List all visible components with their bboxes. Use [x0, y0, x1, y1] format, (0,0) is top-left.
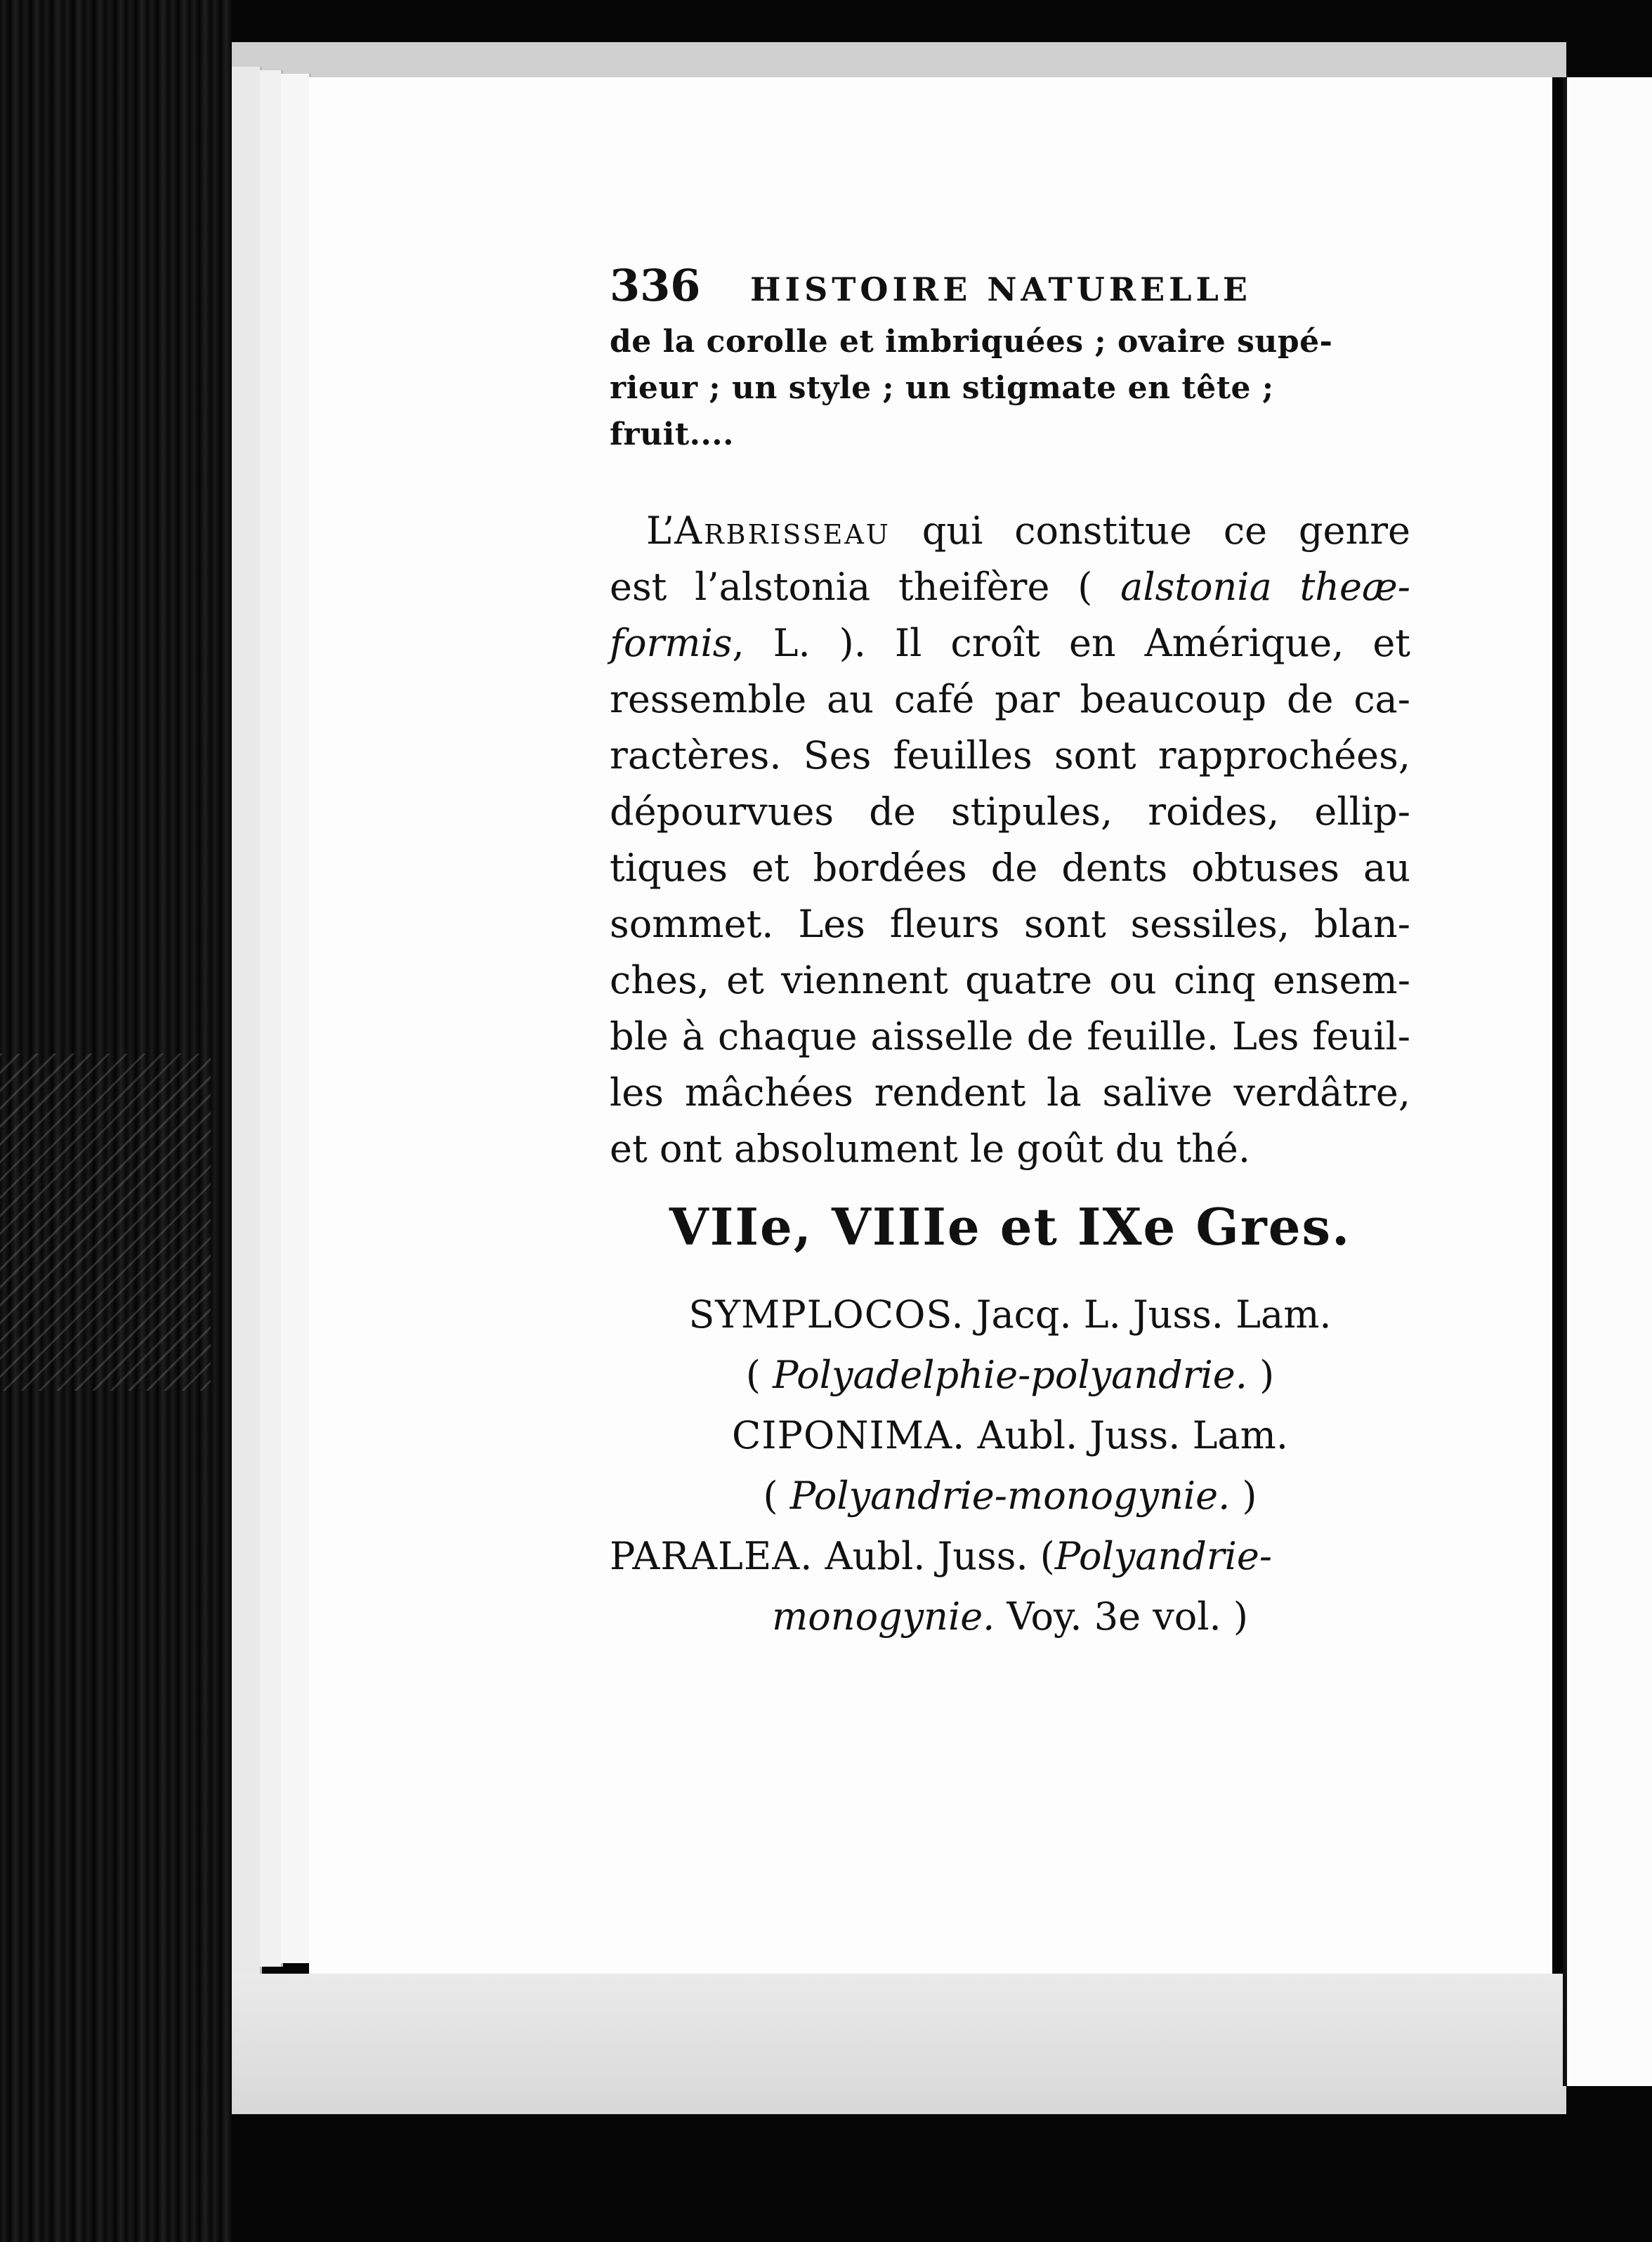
genera-list	[610, 1285, 1410, 1647]
page-leaf-edge	[232, 67, 262, 1991]
text-line: de la corolle et imbriquées ; ovaire supé-	[610, 324, 1333, 360]
latin-name: formis	[610, 621, 733, 665]
text-line: ressemble au café par beaucoup de ca-	[610, 677, 1410, 721]
genus-name: PARALEA.	[610, 1534, 813, 1578]
text-line: et ont absolument le goût du thé.	[610, 1127, 1251, 1171]
page-leaf-edge	[260, 70, 283, 1967]
text-line: formis, L. ). Il croît en Amérique, et	[610, 621, 1410, 665]
text-line: ble à chaque aisselle de feuille. Les feuil-	[610, 1014, 1410, 1058]
text-line: ches, et viennent quatre ou cinq ensem-	[610, 958, 1410, 1002]
genus-name: CIPONIMA.	[731, 1413, 966, 1457]
section-heading: VIIe, VIIIe et IXe Gres.	[669, 1197, 1351, 1257]
continued-fragment	[610, 319, 1410, 458]
text-line: sommet. Les fleurs sont sessiles, blan-	[610, 902, 1410, 946]
genus-entry: SYMPLOCOS. Jacq. L. Juss. Lam.	[688, 1292, 1332, 1337]
page-top-edge	[232, 42, 1566, 77]
binding-texture	[0, 1054, 211, 1391]
page-leaf-edge	[281, 74, 311, 1963]
genus-class: ( Polyandrie-monogynie. )	[763, 1474, 1257, 1518]
text-line: L’Arbrisseau qui constitue ce genre	[646, 509, 1410, 553]
genus-entry: CIPONIMA. Aubl. Juss. Lam.	[731, 1413, 1288, 1457]
genus-class: ( Polyadelphie-polyandrie. )	[745, 1353, 1275, 1397]
text-line: ractères. Ses feuilles sont rapprochées,	[610, 733, 1410, 778]
page-bottom-edge	[232, 1974, 1566, 2114]
genus-entry: PARALEA. Aubl. Juss. (Polyandrie-	[610, 1534, 1273, 1578]
text-line: tiques et bordées de dents obtuses au	[610, 846, 1410, 890]
text-line: dépourvues de stipules, roides, ellip-	[610, 789, 1410, 834]
lead-word: Arbrisseau	[674, 509, 891, 553]
page-number: 336	[610, 260, 701, 311]
running-head: HISTOIRE NATURELLE	[750, 270, 1252, 308]
text-line: rieur ; un style ; un stigmate en tête ;	[610, 370, 1274, 406]
latin-name: alstonia theæ-	[1120, 565, 1411, 609]
facing-page-edge	[1563, 77, 1652, 2086]
genus-name: SYMPLOCOS.	[688, 1292, 964, 1337]
page-header	[610, 260, 1410, 319]
text-line: les mâchées rendent la salive verdâtre,	[610, 1070, 1410, 1115]
text-line: fruit....	[610, 417, 734, 452]
page-text	[610, 260, 1410, 1647]
description-paragraph	[610, 503, 1410, 1177]
genus-class: monogynie. Voy. 3e vol. )	[772, 1594, 1248, 1639]
text-line: est l’alstonia theifère ( alstonia theæ-	[610, 565, 1411, 609]
